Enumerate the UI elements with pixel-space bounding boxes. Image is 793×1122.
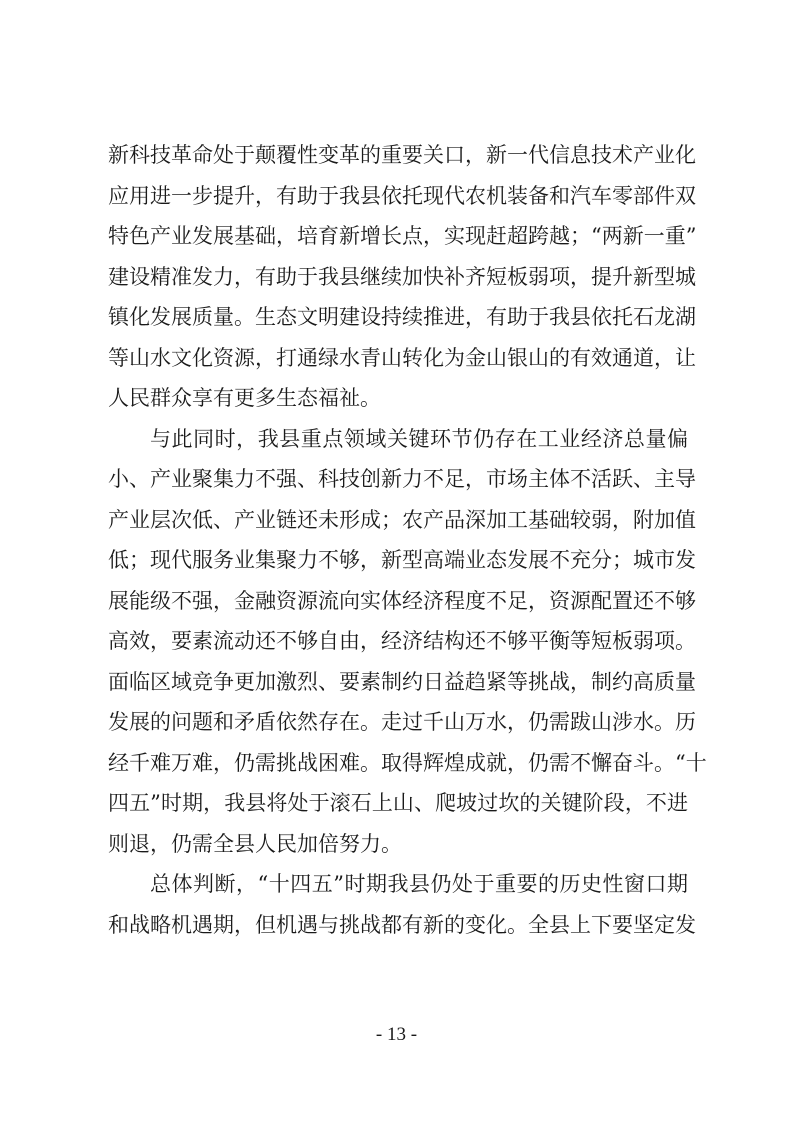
- text-line: 展能级不强，金融资源流向实体经济程度不足，资源配置还不够: [108, 588, 696, 613]
- paragraph-challenges: [108, 419, 707, 865]
- paragraph-overall-judgment: [108, 864, 696, 945]
- text-line: 建设精准发力，有助于我县继续加快补齐短板弱项，提升新型城: [108, 264, 696, 289]
- text-line: 小、产业聚集力不强、科技创新力不足，市场主体不活跃、主导: [108, 467, 696, 491]
- text-line: 等山水文化资源，打通绿水青山转化为金山银山的有效通道，让: [108, 345, 696, 370]
- text-line: 高效，要素流动还不够自由，经济结构还不够平衡等短板弱项。: [108, 629, 696, 653]
- text-line: 产业层次低、产业链还未形成；农产品深加工基础较弱，附加值: [108, 507, 696, 532]
- text-line: 应用进一步提升，有助于我县依托现代农机装备和汽车零部件双: [108, 183, 696, 208]
- text-line: 人民群众享有更多生态福祉。: [108, 386, 381, 410]
- text-line: 低；现代服务业集聚力不够，新型高端业态发展不充分；城市发: [108, 548, 696, 572]
- text-line: 总体判断，“十四五”时期我县仍处于重要的历史性窗口期: [150, 872, 688, 896]
- text-line: 发展的问题和矛盾依然存在。走过千山万水，仍需跋山涉水。历: [108, 710, 696, 734]
- text-line: 特色产业发展基础，培育新增长点，实现赶超跨越；“两新一重”: [108, 224, 697, 248]
- text-line: 则退，仍需全县人民加倍努力。: [108, 831, 402, 856]
- page-number: - 13 -: [375, 1024, 418, 1045]
- text-line: 四五”时期，我县将处于滚石上山、爬坡过坎的关键阶段，不进: [108, 791, 688, 815]
- body-text: [108, 135, 707, 945]
- paragraph-opportunities: [108, 135, 697, 419]
- text-line: 新科技革命处于颠覆性变革的重要关口，新一代信息技术产业化: [108, 143, 696, 167]
- text-line: 与此同时，我县重点领域关键环节仍存在工业经济总量偏: [150, 426, 688, 451]
- text-line: 和战略机遇期，但机遇与挑战都有新的变化。全县上下要坚定发: [108, 912, 696, 937]
- text-line: 经千难万难，仍需挑战困难。取得辉煌成就，仍需不懈奋斗。“十: [108, 750, 707, 775]
- text-line: 镇化发展质量。生态文明建设持续推进，有助于我县依托石龙湖: [108, 305, 696, 329]
- text-line: 面临区域竞争更加激烈、要素制约日益趋紧等挑战，制约高质量: [108, 669, 696, 694]
